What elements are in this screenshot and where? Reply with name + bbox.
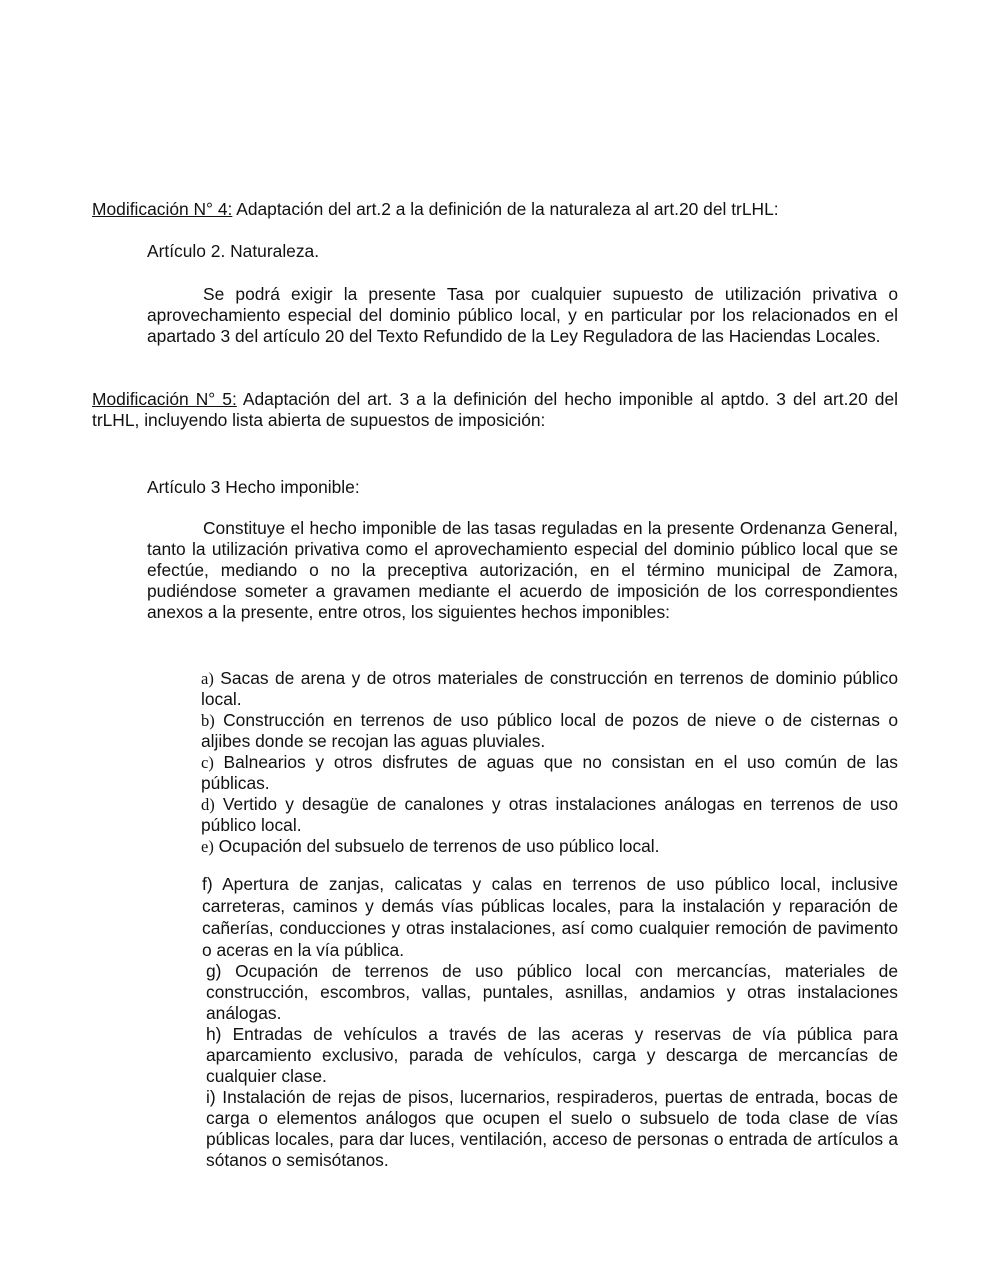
mod4-text: Adaptación del art.2 a la definición de la naturaleza al art.20 del trLHL: (232, 199, 779, 219)
list-item: e) Ocupación del subsuelo de terrenos de uso público local. (201, 836, 660, 856)
list-item: g) Ocupación de terrenos de uso público local con mercancías, materiales de construcción, escombros, vallas, puntales, asnillas, andamios y otras instalaciones análogas. (206, 961, 898, 1023)
art3-heading: Artículo 3 Hecho imponible: (147, 477, 360, 497)
list-item: h) Entradas de vehículos a través de las aceras y reservas de vía pública para aparcamiento exclusivo, parada de vehículos, carga y descarga de mercancías de cualquier clase. (206, 1024, 898, 1086)
list-g-to-i (206, 961, 898, 1171)
mod5-label: Modificación N° 5: (92, 389, 237, 409)
list-item-f: f) Apertura de zanjas, calicatas y calas en terrenos de uso público local, inclusive carreteras, caminos y demás vías públicas locales, para la instalación y reparación de cañerías, conducciones y otras instalaciones, así como cualquier remoción de pavimento o aceras en la vía pública. (202, 874, 898, 960)
art2-heading: Artículo 2. Naturaleza. (147, 241, 320, 261)
list-item: i) Instalación de rejas de pisos, lucernarios, respiraderos, puertas de entrada, bocas de carga o elementos análogos que ocupen el suelo o subsuelo de toda clase de vías públicas locales, para dar luces, ventilación, acceso de personas o entrada de artículos a sótanos o semisótanos. (206, 1087, 898, 1170)
list-item: a) Sacas de arena y de otros materiales de construcción en terrenos de dominio público local. (201, 668, 898, 709)
list-marker: a) (201, 669, 214, 688)
list-marker: d) (201, 795, 215, 814)
list-marker: e) (201, 837, 214, 856)
list-marker: c) (201, 753, 214, 772)
mod5-paragraph (92, 389, 898, 431)
art2-body: Se podrá exigir la presente Tasa por cualquier supuesto de utilización privativa o aprovechamiento especial del dominio público local, y en particular por los relacionados en el apartado 3 del artículo 20 del Texto Refundido de la Ley Reguladora de las Haciendas Locales. (147, 284, 898, 346)
mod4-label: Modificación N° 4: (92, 199, 233, 219)
list-a-to-e (201, 668, 898, 857)
list-marker: b) (201, 711, 215, 730)
list-item: c) Balnearios y otros disfrutes de aguas que no consistan en el uso común de las públicas. (201, 752, 898, 793)
art3-body: Constituye el hecho imponible de las tasas reguladas en la presente Ordenanza General, tanto la utilización privativa como el aprovechamiento especial del dominio público local que se efectúe, mediando o no la preceptiva autorización, en el término municipal de Zamora, pudiéndose someter a gravamen mediante el acuerdo de imposición de los correspondientes anexos a la presente, entre otros, los siguientes hechos imponibles: (147, 518, 898, 622)
list-item: d) Vertido y desagüe de canalones y otras instalaciones análogas en terrenos de uso público local. (201, 794, 898, 835)
mod5-text: Adaptación del art. 3 a la definición del hecho imponible al aptdo. 3 del art.20 del trLHL, incluyendo lista abierta de supuestos de imposición: (92, 389, 899, 430)
mod4-paragraph (92, 199, 898, 220)
list-item: b) Construcción en terrenos de uso público local de pozos de nieve o de cisternas o aljibes donde se recojan las aguas pluviales. (201, 710, 898, 751)
